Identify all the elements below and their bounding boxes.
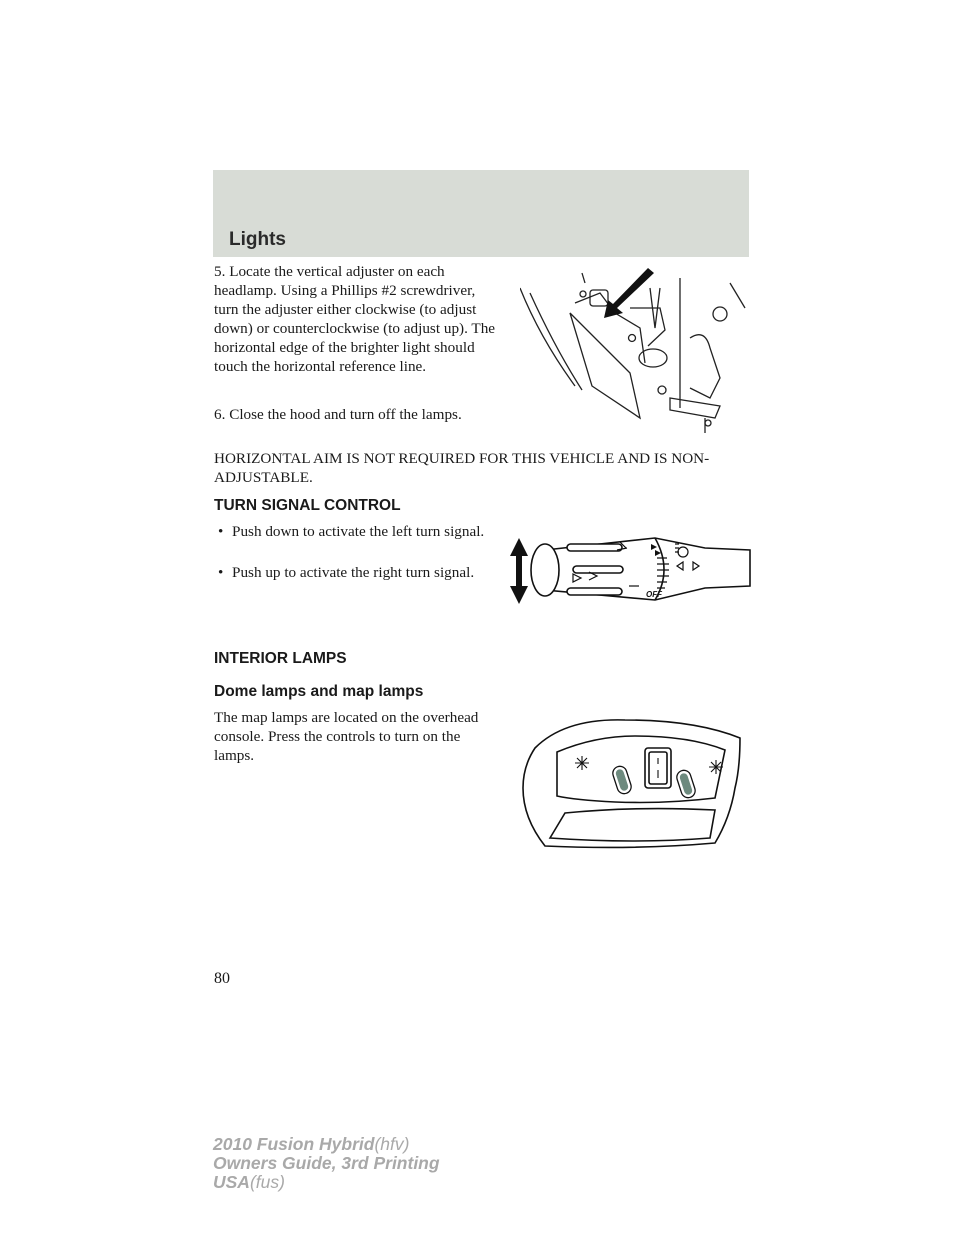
horizontal-aim-note: HORIZONTAL AIM IS NOT REQUIRED FOR THIS VEHICLE AND IS NON-ADJUSTABLE. [214, 450, 710, 486]
bullet-dot-icon: • [218, 564, 224, 581]
bullet-text: Push down to activate the left turn signal. [232, 523, 485, 540]
step-5-paragraph: 5. Locate the vertical adjuster on each headlamp. Using a Phillips #2 screwdriver, turn the adjuster either clockwise (to adjust down) or counterclockwise (to adjust up). The horizontal edge of the brighter light should touch the horizontal reference line. [214, 263, 496, 375]
footer-model: 2010 Fusion Hybrid [213, 1134, 375, 1154]
up-down-arrow-icon [510, 538, 528, 604]
footer-market-code: (fus) [249, 1172, 285, 1192]
map-lamps-paragraph: The map lamps are located on the overhead console. Press the controls to turn on the lamps. [214, 709, 479, 764]
footer-line-1 [213, 1135, 440, 1154]
overhead-console-illustration [515, 708, 750, 858]
step-6-paragraph: 6. Close the hood and turn off the lamps. [214, 406, 462, 423]
section-title: Lights [229, 229, 286, 250]
turn-signal-heading: TURN SIGNAL CONTROL [214, 497, 401, 514]
dome-lamps-subheading: Dome lamps and map lamps [214, 683, 424, 700]
footer-line-2: Owners Guide, 3rd Printing [213, 1153, 440, 1173]
stalk-off-label: OFF [646, 590, 662, 599]
headlamp-adjuster-illustration [520, 268, 750, 440]
turn-signal-bullet-left [214, 522, 504, 541]
section-header-band [213, 170, 749, 257]
bullet-text: Push up to activate the right turn signal. [232, 564, 475, 581]
footer-market: USA [213, 1172, 250, 1192]
document-footer [213, 1135, 440, 1192]
turn-signal-stalk-illustration [505, 528, 755, 614]
footer-line-3 [213, 1173, 440, 1192]
page-number: 80 [214, 970, 230, 987]
bullet-dot-icon: • [218, 523, 224, 540]
interior-lamps-heading: INTERIOR LAMPS [214, 650, 347, 667]
footer-model-code: (hfv) [374, 1134, 410, 1154]
turn-signal-bullet-right [214, 563, 504, 582]
